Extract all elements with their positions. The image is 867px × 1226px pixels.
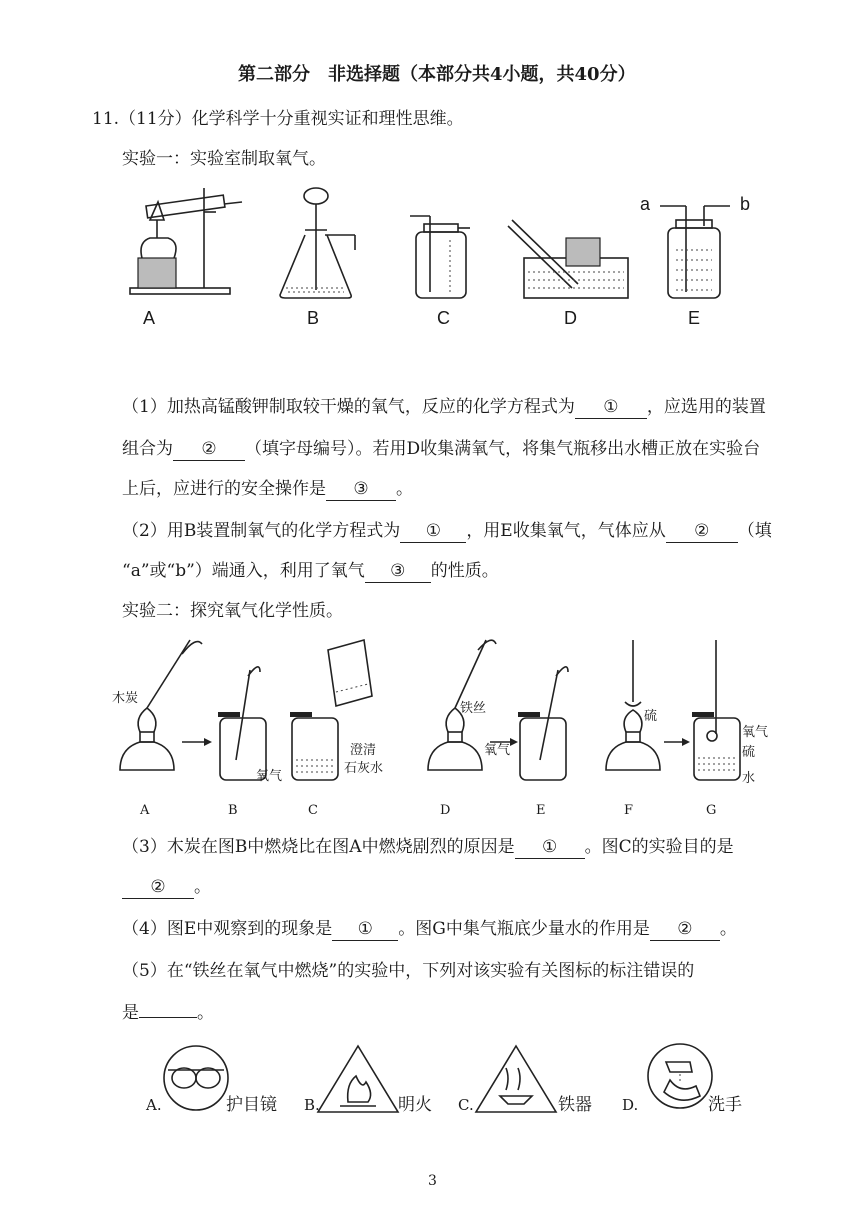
label-limewater-2: 石灰水: [344, 761, 384, 776]
part-3-line-2: ② 。: [122, 876, 211, 899]
answer-blank[interactable]: ①: [332, 918, 398, 941]
apparatus-e-drawing: [660, 206, 730, 298]
part-1-line-3: 上后，应进行的安全操作是 ③ 。: [122, 479, 413, 499]
part-4-line: （4）图E中观察到的现象是 ① 。图G中集气瓶底少量水的作用是 ② 。: [122, 919, 737, 939]
label-oxygen-g: 氧气: [742, 725, 769, 740]
answer-blank[interactable]: ②: [650, 918, 720, 941]
experiment-2-title: 实验二：探究氧气化学性质。: [122, 601, 343, 621]
apparatus-label-b: B: [307, 308, 320, 328]
port-a-label: a: [640, 194, 651, 214]
part-5-line-2: 是 。: [122, 1003, 214, 1023]
figure-label-d: D: [440, 803, 451, 818]
apparatus-label-d: D: [564, 308, 577, 328]
figure-label-b: B: [228, 803, 238, 818]
figure-b-drawing: [218, 667, 266, 780]
part-2-line-2: “a”或“b”）端通入，利用了氧气 ③ 的性质。: [122, 561, 499, 581]
answer-blank[interactable]: ②: [122, 876, 194, 899]
figure-label-f: F: [624, 803, 634, 818]
icon-label-a: 护目镜: [226, 1095, 277, 1115]
experiment-1-title: 实验一：实验室制取氧气。: [122, 149, 326, 169]
label-charcoal: 木炭: [112, 691, 139, 706]
apparatus-label-c: C: [437, 308, 450, 328]
answer-blank[interactable]: ①: [515, 836, 585, 859]
hot-surface-icon: [476, 1046, 556, 1112]
apparatus-b-drawing: [280, 188, 355, 298]
part-1-line-1: （1）加热高锰酸钾制取较干燥的氧气，反应的化学方程式为 ① ，应选用的装置: [122, 397, 766, 417]
answer-blank[interactable]: ①: [575, 396, 647, 419]
goggles-icon: [164, 1046, 228, 1110]
figure-g-drawing: [692, 640, 740, 780]
part-2-line-1: （2）用B装置制氧气的化学方程式为 ① ，用E收集氧气，气体应从 ② （填: [122, 521, 772, 541]
answer-blank[interactable]: ③: [326, 478, 396, 501]
icon-option-a: A.: [146, 1096, 162, 1114]
apparatus-c-drawing: [410, 216, 470, 298]
figure-label-c: C: [308, 803, 318, 818]
icon-label-d: 洗手: [708, 1095, 742, 1115]
flame-icon: [318, 1046, 398, 1112]
icon-label-b: 明火: [398, 1095, 432, 1115]
figure-label-a: A: [140, 803, 150, 818]
answer-blank[interactable]: [139, 1017, 197, 1018]
icon-label-c: 铁器: [558, 1095, 592, 1115]
icon-option-b: B.: [304, 1096, 320, 1114]
part-3-line-1: （3）木炭在图B中燃烧比在图A中燃烧剧烈的原因是 ① 。图C的实验目的是: [122, 837, 734, 857]
label-sulfur-f: 硫: [644, 709, 658, 724]
answer-blank[interactable]: ②: [173, 438, 245, 461]
figure-e-drawing: [518, 667, 568, 780]
question-header: 11.（11分）化学科学十分重视实证和理性思维。: [92, 109, 464, 129]
figure-label-g: G: [706, 803, 717, 818]
label-iron-wire: 铁丝: [460, 701, 487, 716]
label-oxygen-b: 氧气: [256, 769, 283, 784]
port-b-label: b: [740, 194, 751, 214]
apparatus-label-a: A: [143, 308, 156, 328]
label-limewater-1: 澄清: [350, 743, 377, 758]
apparatus-label-e: E: [688, 308, 701, 328]
section-title: 第二部分 非选择题（本部分共4小题，共40分）: [238, 64, 636, 85]
icon-option-d: D.: [622, 1096, 639, 1114]
figure-f-drawing: [606, 640, 660, 770]
wash-hands-icon: [648, 1044, 712, 1108]
icon-option-c: C.: [458, 1096, 474, 1114]
part-5-line-1: （5）在“铁丝在氧气中燃烧”的实验中，下列对该实验有关图标的标注错误的: [122, 961, 695, 981]
figure-label-e: E: [536, 803, 546, 818]
label-water-g: 水: [742, 771, 756, 786]
label-oxygen-e: 氧气: [484, 743, 511, 758]
answer-blank[interactable]: ③: [365, 560, 431, 583]
answer-blank[interactable]: ②: [666, 520, 738, 543]
answer-blank[interactable]: ①: [400, 520, 466, 543]
apparatus-a-drawing: [130, 188, 242, 294]
part-1-line-2: 组合为 ② （填字母编号）。若用D收集满氧气，将集气瓶移出水槽正放在实验台: [122, 439, 761, 459]
page-number: 3: [428, 1173, 437, 1189]
label-sulfur-g: 硫: [742, 745, 756, 760]
apparatus-d-drawing: [508, 220, 628, 298]
